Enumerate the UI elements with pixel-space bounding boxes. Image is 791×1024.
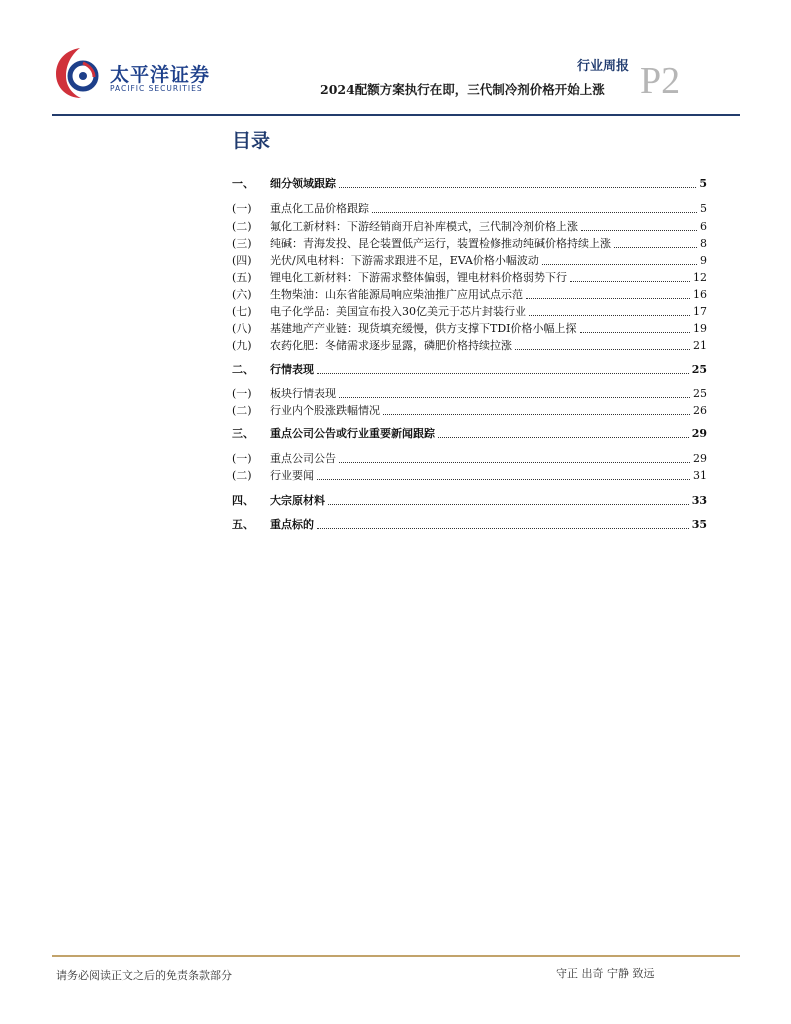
toc-leader-dots — [383, 414, 690, 415]
toc-entry[interactable] — [232, 451, 707, 467]
toc-entry[interactable] — [232, 219, 707, 235]
toc-entry-text: 大宗原材料 — [270, 494, 325, 507]
toc-entry[interactable] — [232, 468, 707, 484]
toc-leader-dots — [515, 349, 690, 350]
toc-entry-number: 二、 — [232, 363, 254, 376]
toc-entry-number: (四) — [232, 254, 252, 267]
company-logo — [52, 44, 211, 100]
toc-entry-number: (一) — [232, 452, 252, 465]
toc-entry-number: (八) — [232, 322, 252, 335]
toc-entry-page: 33 — [691, 494, 707, 507]
toc-entry-page: 5 — [699, 177, 707, 190]
toc-entry-number: 四、 — [232, 494, 254, 507]
toc-entry-page: 26 — [693, 404, 707, 417]
company-motto: 守正 出奇 宁静 致远 — [556, 967, 655, 980]
toc-entry[interactable] — [232, 321, 707, 337]
toc-leader-dots — [542, 264, 697, 265]
toc-leader-dots — [580, 332, 691, 333]
report-type-label: 行业周报 — [577, 59, 630, 74]
toc-leader-dots — [339, 187, 696, 188]
toc-entry-number: (七) — [232, 305, 252, 318]
toc-entry[interactable] — [232, 338, 707, 354]
toc-entry[interactable] — [232, 270, 707, 286]
toc-entry[interactable] — [232, 493, 707, 509]
toc-entry-text: 光伏/风电材料：下游需求跟进不足，EVA价格小幅波动 — [270, 254, 539, 267]
toc-entry[interactable] — [232, 176, 707, 192]
toc-entry-number: 一、 — [232, 177, 254, 190]
toc-leader-dots — [570, 281, 690, 282]
toc-entry[interactable] — [232, 403, 707, 419]
toc-entry-text: 重点标的 — [270, 518, 314, 531]
toc-entry[interactable] — [232, 517, 707, 533]
toc-entry-page: 21 — [693, 339, 707, 352]
toc-entry-page: 5 — [700, 202, 707, 215]
toc-entry-number: 三、 — [232, 427, 254, 440]
toc-entry-text: 电子化学品：美国宣布投入30亿美元于芯片封装行业 — [270, 305, 526, 318]
toc-entry-page: 8 — [700, 237, 707, 250]
header-divider — [52, 114, 740, 116]
toc-entry[interactable] — [232, 253, 707, 269]
toc-entry-number: (三) — [232, 237, 252, 250]
toc-entry-page: 16 — [693, 288, 707, 301]
toc-title: 目录 — [232, 130, 271, 152]
logo-mark-icon — [52, 44, 108, 100]
toc-entry-text: 细分领域跟踪 — [270, 177, 336, 190]
toc-leader-dots — [438, 437, 689, 438]
toc-entry-text: 重点化工品价格跟踪 — [270, 202, 369, 215]
toc-entry-number: (六) — [232, 288, 252, 301]
toc-entry-text: 重点公司公告 — [270, 452, 336, 465]
toc-entry-text: 重点公司公告或行业重要新闻跟踪 — [270, 427, 435, 440]
toc-entry-page: 29 — [693, 452, 707, 465]
toc-entry-page: 25 — [693, 387, 707, 400]
toc-entry-page: 9 — [700, 254, 707, 267]
disclaimer-note: 请务必阅读正文之后的免责条款部分 — [56, 969, 232, 982]
toc-entry-number: 五、 — [232, 518, 254, 531]
toc-entry-page: 17 — [693, 305, 707, 318]
toc-entry-number: (五) — [232, 271, 252, 284]
toc-entry-number: (一) — [232, 202, 252, 215]
toc-leader-dots — [317, 373, 689, 374]
logo-chinese-name: 太平洋证券 — [110, 64, 211, 86]
toc-entry-number: (九) — [232, 339, 252, 352]
toc-entry-page: 31 — [693, 469, 707, 482]
toc-entry-text: 纯碱：青海发投、昆仑装置低产运行，装置检修推动纯碱价格持续上涨 — [270, 237, 611, 250]
toc-entry-page: 25 — [691, 363, 707, 376]
toc-leader-dots — [339, 462, 690, 463]
toc-leader-dots — [317, 479, 690, 480]
toc-leader-dots — [328, 504, 689, 505]
toc-entry-page: 6 — [700, 220, 707, 233]
toc-entry-number: (一) — [232, 387, 252, 400]
toc-entry-text: 行业要闻 — [270, 469, 314, 482]
toc-entry[interactable] — [232, 304, 707, 320]
toc-entry-number: (二) — [232, 220, 252, 233]
toc-entry[interactable] — [232, 426, 707, 442]
toc-entry[interactable] — [232, 362, 707, 378]
toc-entry-number: (二) — [232, 469, 252, 482]
toc-leader-dots — [581, 230, 697, 231]
logo-english-name: PACIFIC SECURITIES — [110, 84, 203, 93]
toc-entry[interactable] — [232, 386, 707, 402]
toc-entry-text: 行情表现 — [270, 363, 314, 376]
toc-entry-page: 35 — [691, 518, 707, 531]
toc-entry-page: 29 — [691, 427, 707, 440]
toc-entry-text: 生物柴油：山东省能源局响应柴油推广应用试点示范 — [270, 288, 523, 301]
toc-entry-page: 12 — [693, 271, 707, 284]
toc-entry-text: 基建地产产业链：现货填充缓慢，供方支撑下TDI价格小幅上探 — [270, 322, 577, 335]
toc-entry[interactable] — [232, 236, 707, 252]
toc-entry-text: 锂电化工新材料：下游需求整体偏弱，锂电材料价格弱势下行 — [270, 271, 567, 284]
toc-leader-dots — [614, 247, 697, 248]
toc-leader-dots — [529, 315, 690, 316]
toc-leader-dots — [317, 528, 689, 529]
report-title: 2024配额方案执行在即，三代制冷剂价格开始上涨 — [320, 82, 605, 97]
toc-entry-text: 板块行情表现 — [270, 387, 336, 400]
toc-leader-dots — [526, 298, 690, 299]
toc-leader-dots — [372, 212, 697, 213]
page-number: P2 — [640, 60, 681, 102]
toc-entry[interactable] — [232, 201, 707, 217]
toc-entry[interactable] — [232, 287, 707, 303]
toc-entry-text: 氟化工新材料：下游经销商开启补库模式，三代制冷剂价格上涨 — [270, 220, 578, 233]
toc-entry-page: 19 — [693, 322, 707, 335]
toc-leader-dots — [339, 397, 690, 398]
footer-divider — [52, 955, 740, 957]
toc-entry-number: (二) — [232, 404, 252, 417]
toc-entry-text: 行业内个股涨跌幅情况 — [270, 404, 380, 417]
toc-entry-text: 农药化肥：冬储需求逐步显露，磷肥价格持续拉涨 — [270, 339, 512, 352]
